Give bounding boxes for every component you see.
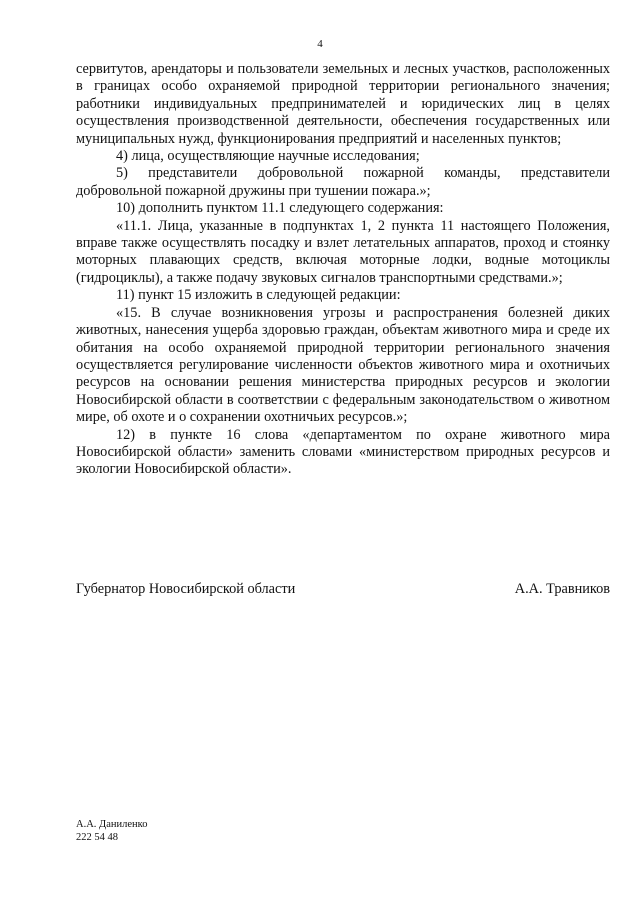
signature-block xyxy=(76,581,610,598)
paragraph-item-5: 5) представители добровольной пожарной команды, представители добровольной пожарной дружины при тушении пожара.»; xyxy=(76,165,610,199)
paragraph-amendment-10: 10) дополнить пунктом 11.1 следующего содержания: xyxy=(116,200,444,217)
document-body xyxy=(76,61,610,479)
paragraph-amendment-11: 11) пункт 15 изложить в следующей редакции: xyxy=(116,287,401,304)
signatory-position: Губернатор Новосибирской области xyxy=(76,581,296,597)
signatory-name: А.А. Травников xyxy=(514,581,610,597)
executor-block xyxy=(76,819,147,844)
page-number: 4 xyxy=(317,38,323,50)
paragraph-item-4: 4) лица, осуществляющие научные исследования; xyxy=(116,148,420,165)
paragraph-servitudes: сервитутов, арендаторы и пользователи земельных и лесных участков, расположенных в границах особо охраняемой природной территории регионального значения; работники индивидуальных предпринимателей и юридических лиц в целях осуществления производственной деятельности, обеспечения государственных или муниципальных нужд, функционирования предприятий и населенных пунктов; xyxy=(76,61,610,147)
executor-name: А.А. Даниленко xyxy=(76,819,148,830)
paragraph-clause-15: «15. В случае возникновения угрозы и распространения болезней диких животных, нанесения ущерба здоровью граждан, объектам животного мира и среде их обитания на особо охраняемой природной территории регионального значения осуществляется регулирование численности объектов животного мира и охотничьих ресурсов на основании решения министерства природных ресурсов и экологии Новосибирской области в соответствии с федеральным законодательством о животном мире, об охоте и о сохранении охотничьих ресурсов.»; xyxy=(76,304,610,426)
paragraph-amendment-12: 12) в пункте 16 слова «департаментом по охране животного мира Новосибирской области» заменить словами «министерством природных ресурсов и экологии Новосибирской области». xyxy=(76,426,610,478)
paragraph-clause-11-1: «11.1. Лица, указанные в подпунктах 1, 2 пункта 11 настоящего Положения, вправе также осуществлять посадку и взлет летательных аппаратов, проход и стоянку моторных плавающих средств, включая моторные лодки, водные мотоциклы (гидроциклы), а также подачу звуковых сигналов транспортными средствами.»; xyxy=(76,217,610,286)
executor-phone: 222 54 48 xyxy=(76,831,118,843)
